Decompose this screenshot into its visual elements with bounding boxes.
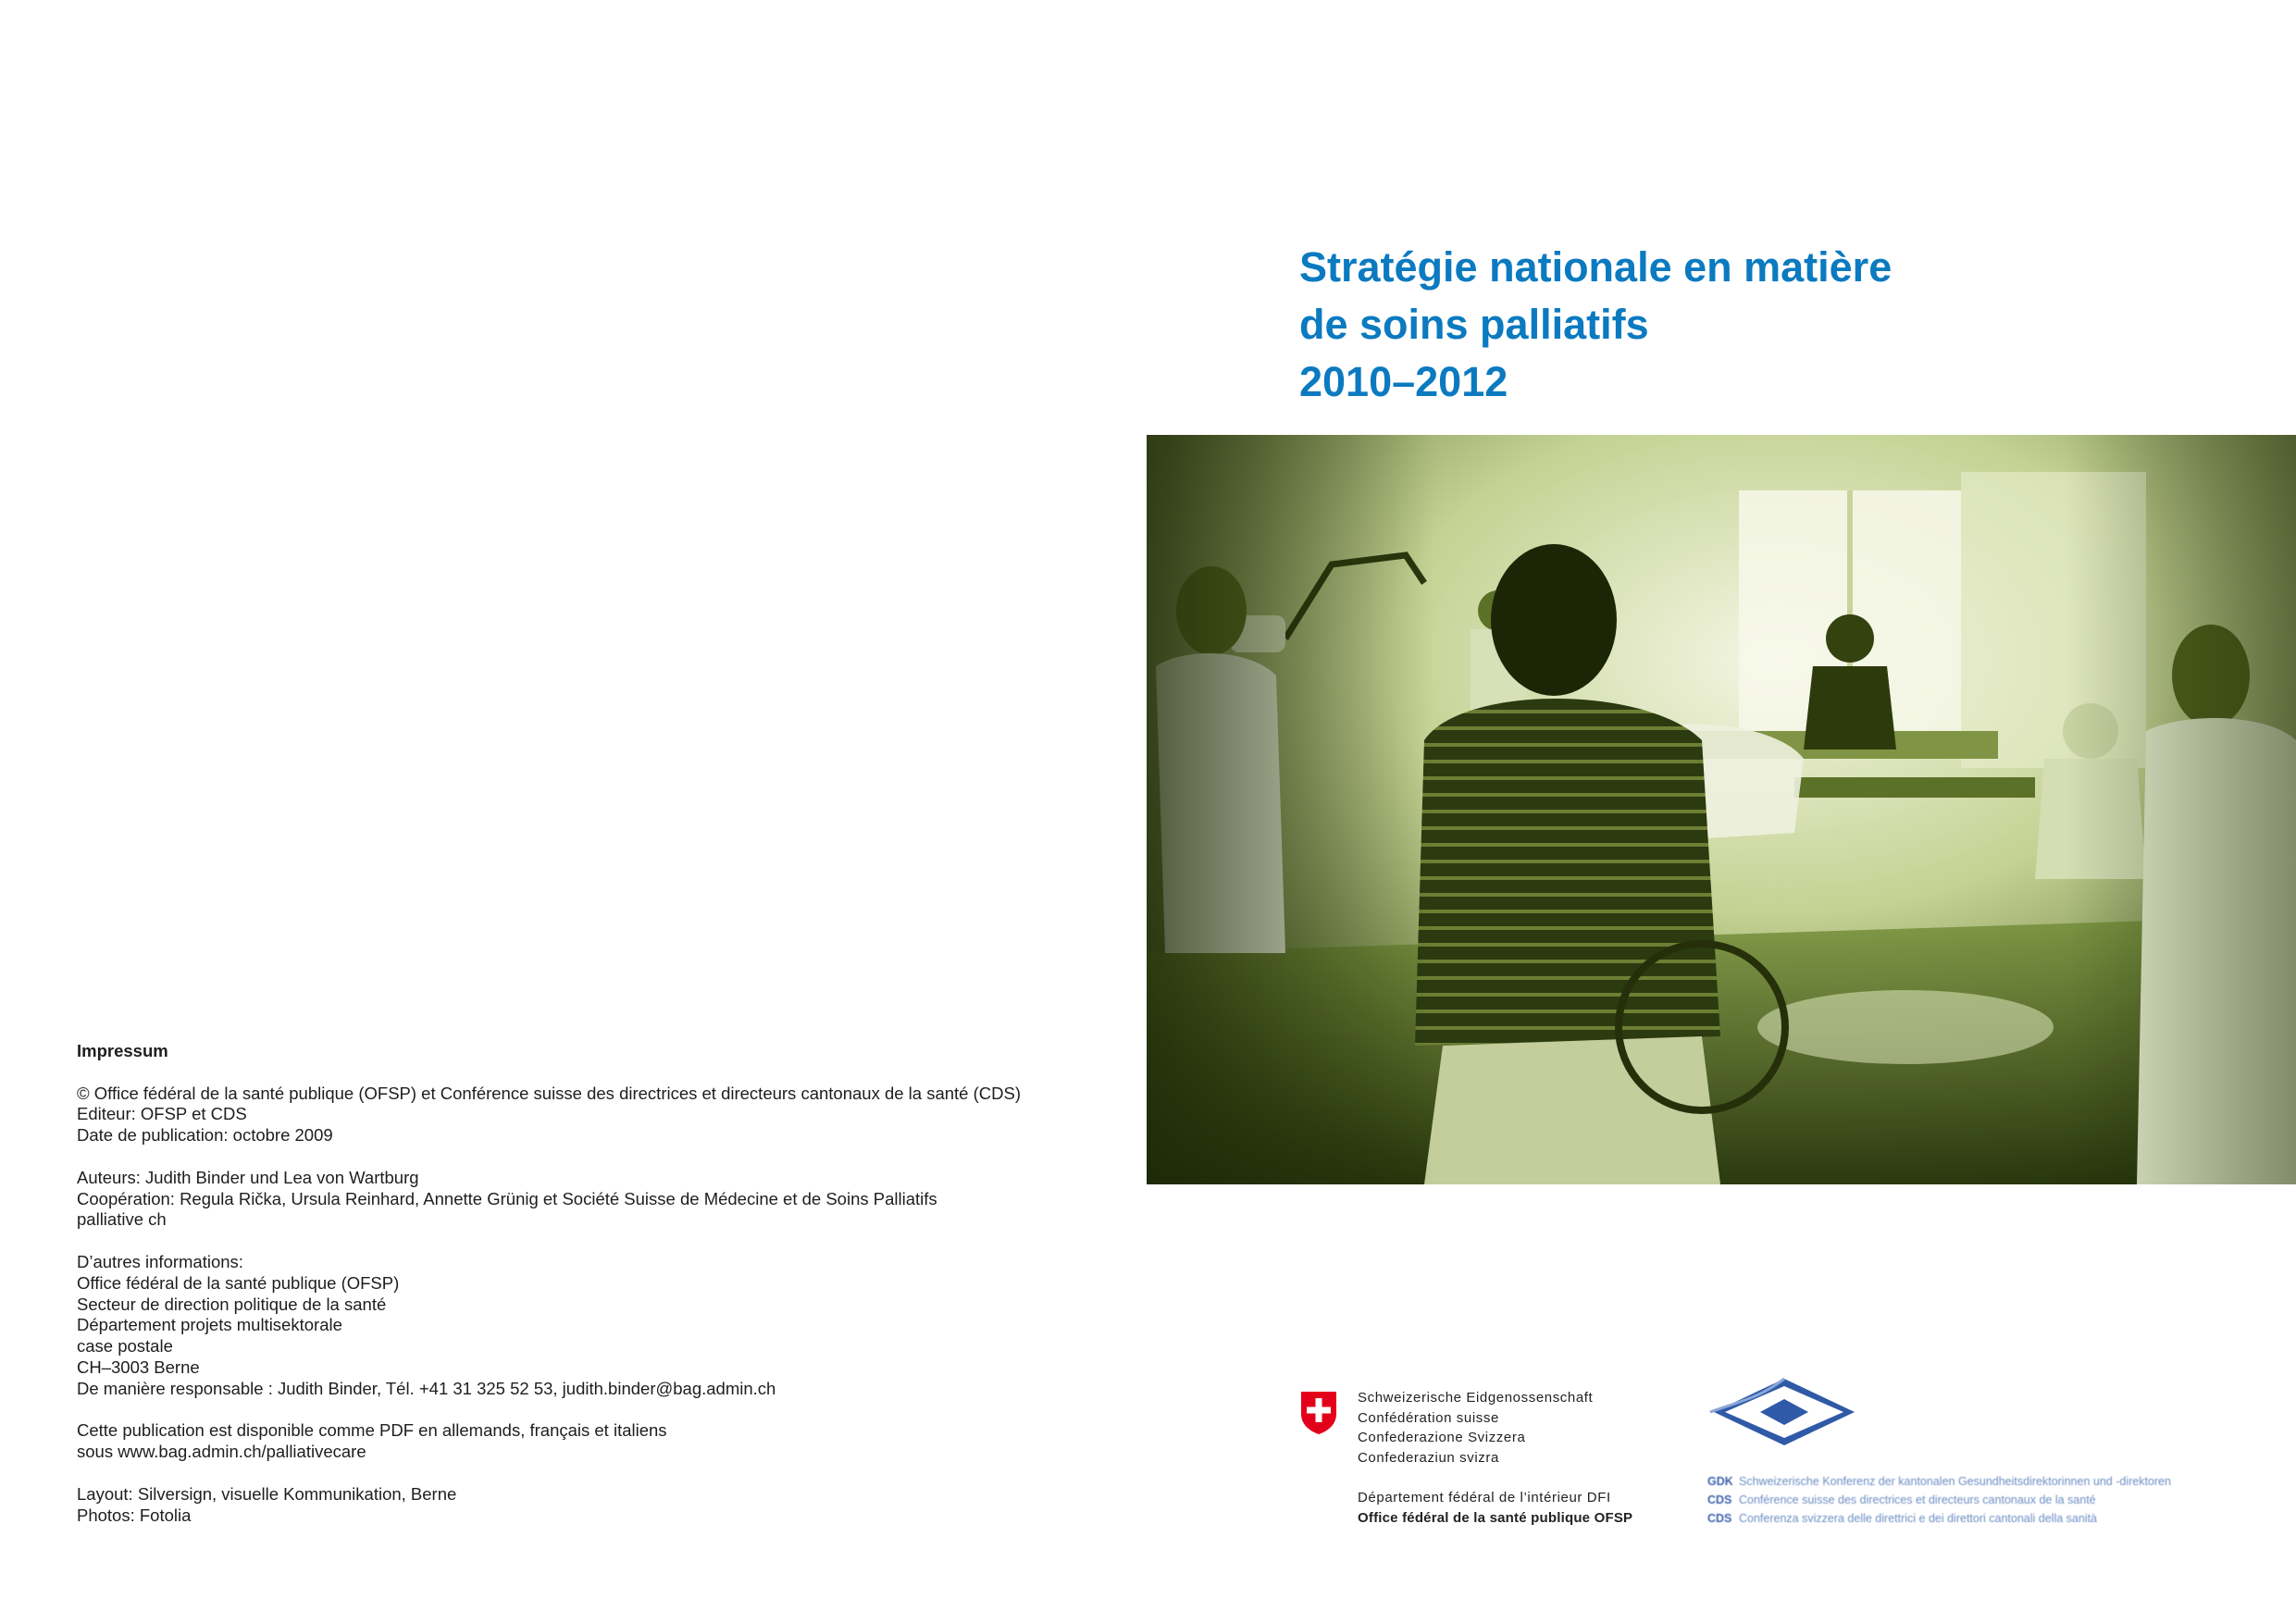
impressum-line: sous www.bag.admin.ch/palliativecare (77, 1442, 366, 1462)
palliative-care-room-image (1147, 435, 2296, 1184)
gdk-row-de (1707, 1472, 2171, 1491)
impressum-line: Photos: Fotolia (77, 1505, 192, 1525)
impressum-line: De manière responsable : Judith Binder, Tél. +41 31 325 52 53, judith.binder@bag.admin.ch (77, 1378, 776, 1398)
document-title (1299, 239, 2132, 411)
confederation-name-rm: Confederaziun svizra (1358, 1449, 1499, 1466)
impressum-line: Date de publication: octobre 2009 (77, 1125, 333, 1146)
office-name: Office fédéral de la santé publique OFSP (1358, 1509, 1633, 1526)
impressum-block-contact (77, 1252, 1095, 1400)
confederation-name-fr: Confédération suisse (1358, 1409, 1499, 1426)
confederation-name-de: Schweizerische Eidgenossenschaft (1358, 1390, 1594, 1406)
impressum-block-availability (77, 1420, 1095, 1463)
impressum-line: palliative ch (77, 1209, 167, 1230)
department-block (1358, 1488, 1632, 1528)
impressum-line: Layout: Silversign, visuelle Kommunikation, Berne (77, 1483, 457, 1504)
gdk-row-it (1707, 1509, 2171, 1528)
gdk-row-text: Conférence suisse des directrices et directeurs cantonaux de la santé (1739, 1493, 2096, 1506)
gdk-diamond-icon (1705, 1375, 1864, 1449)
impressum-line: Cette publication est disponible comme PDF en allemands, français et italiens (77, 1420, 667, 1441)
impressum-line: Auteurs: Judith Binder und Lea von Wartburg (77, 1167, 419, 1187)
cover-photo (1147, 435, 2296, 1184)
title-line-3: 2010–2012 (1299, 358, 1508, 405)
impressum-line: D’autres informations: (77, 1251, 243, 1271)
impressum-line: © Office fédéral de la santé publique (OFSP) et Conférence suisse des directrices et directeurs cantonaux de la santé (CDS) (77, 1083, 1021, 1103)
gdk-cds-logo (1703, 1375, 2258, 1542)
gdk-row-abbr: CDS (1707, 1512, 1732, 1525)
swiss-cross-shield-icon (1299, 1390, 1338, 1436)
impressum-line: Office fédéral de la santé publique (OFSP) (77, 1272, 400, 1293)
impressum-line: case postale (77, 1336, 173, 1357)
impressum-heading: Impressum (77, 1041, 168, 1060)
impressum-line: Département projets multisektorale (77, 1315, 342, 1335)
confederation-name-it: Confederazione Svizzera (1358, 1430, 1526, 1445)
title-line-1: Stratégie nationale en matière (1299, 243, 1893, 291)
impressum-line: Secteur de direction politique de la santé (77, 1294, 387, 1314)
title-line-2: de soins palliatifs (1299, 301, 1649, 348)
department-name: Département fédéral de l’intérieur DFI (1358, 1490, 1611, 1505)
gdk-row-abbr: CDS (1707, 1493, 1732, 1506)
gdk-row-text: Schweizerische Konferenz der kantonalen Gesundheitsdirektorinnen und -direktoren (1739, 1475, 2171, 1488)
gdk-row-abbr: GDK (1707, 1475, 1733, 1488)
impressum-line: Coopération: Regula Rička, Ursula Reinhard, Annette Grünig et Société Suisse de Médecine et de Soins Palliatifs (77, 1188, 937, 1208)
impressum (77, 1041, 1095, 1547)
impressum-block-authors (77, 1168, 1095, 1231)
gdk-row-fr (1707, 1491, 2171, 1509)
gdk-row-text: Conferenza svizzera delle direttrici e dei direttori cantonali della sanità (1739, 1512, 2098, 1525)
impressum-line: CH–3003 Berne (77, 1357, 200, 1377)
impressum-block-copyright (77, 1084, 1095, 1146)
impressum-line: Editeur: OFSP et CDS (77, 1104, 247, 1124)
gdk-logo-text (1707, 1472, 2171, 1528)
impressum-block-credits (77, 1484, 1095, 1527)
confederation-names (1358, 1388, 1593, 1468)
